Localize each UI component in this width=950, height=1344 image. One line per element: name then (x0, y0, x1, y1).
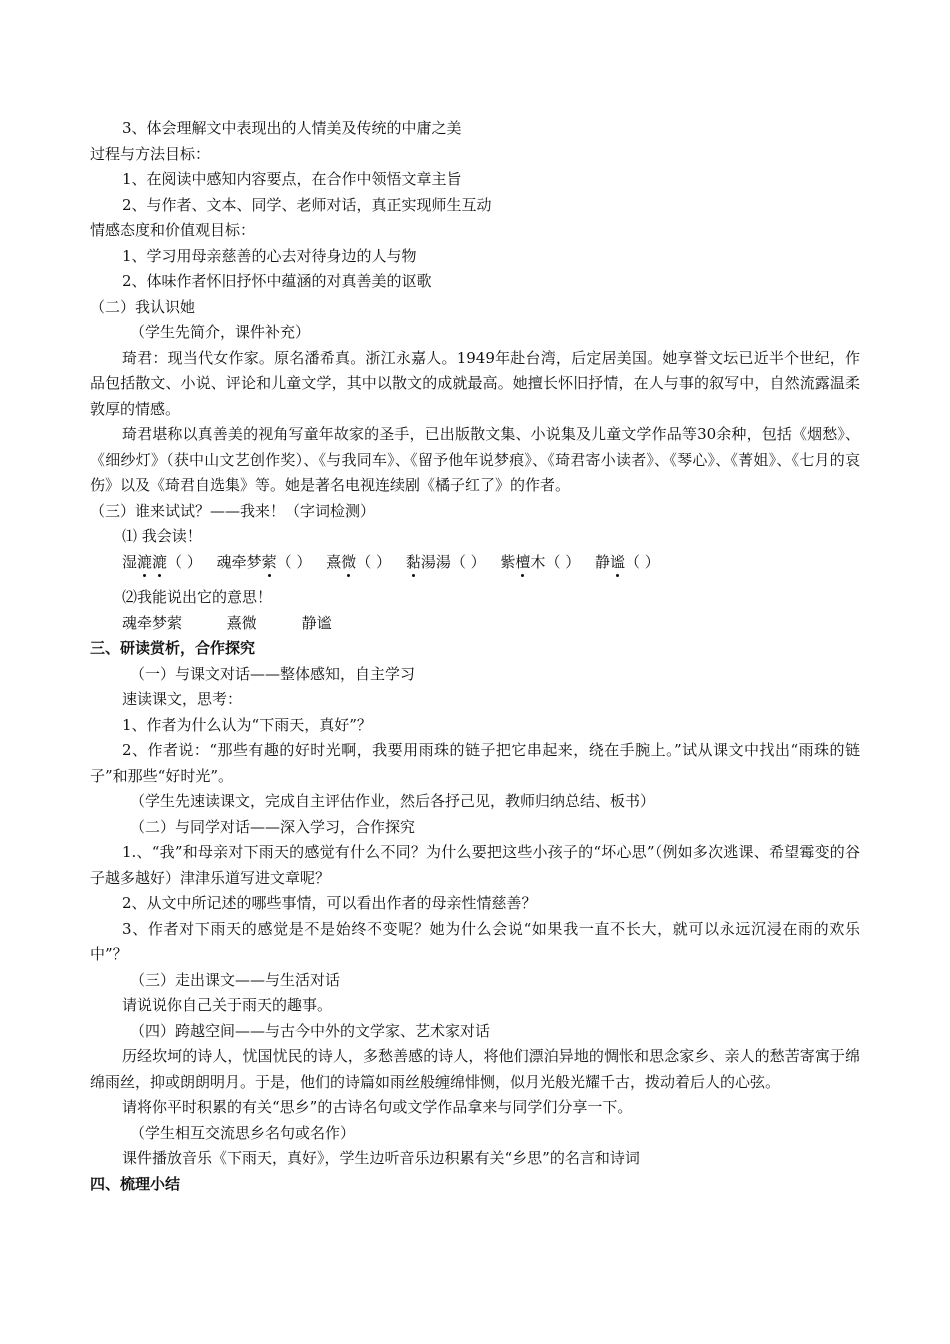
word-item: 熹微（ ） (326, 550, 391, 576)
life-prompt: 请说说你自己关于雨天的趣事。 (122, 996, 333, 1014)
word-item: 湿漉漉（ ） (122, 550, 202, 576)
question-1: 1、作者为什么认为“下雨天，真好”？ (122, 715, 372, 734)
section-word-test: （三）谁来试试？——我来！（字词检测） (90, 501, 376, 520)
peer-question-2: 2、从文中所记述的哪些事情，可以看出作者的母亲性情慈善？ (122, 894, 537, 912)
word-item: 紫檀木（ ） (500, 550, 580, 576)
peer-question-3: 3、作者对下雨天的感觉是不是始终不变呢？她为什么会说“如果我一直不长大，就可以永远沉浸在雨的欢乐中”？ (90, 919, 860, 963)
subsection-cross-space: （四）跨越空间——与古今中外的文学家、艺术家对话 (130, 1021, 491, 1040)
objective-3: 3、体会理解文中表现出的人情美及传统的中庸之美 (122, 119, 462, 137)
subsection-peer-dialogue: （二）与同学对话——深入学习，合作探究 (130, 817, 416, 836)
section-3-heading: 三、研读赏析，合作探究 (90, 639, 256, 657)
subsection-life-dialogue: （三）走出课文——与生活对话 (130, 970, 341, 989)
poets-paragraph: 历经坎坷的诗人，忧国忧民的诗人，多愁善感的诗人，将他们漂泊异地的惆怅和思念家乡、亲人的愁苦寄寓于绵绵雨丝，抑或朗朗明月。于是，他们的诗篇如雨丝般缠绵悱恻，似月光般光耀千古，拨动着后人的心弦。 (90, 1047, 860, 1091)
process-objective-1: 1、在阅读中感知内容要点，在合作中领悟文章主旨 (122, 170, 462, 188)
subsection-text-dialogue: （一）与课文对话——整体感知，自主学习 (130, 664, 416, 683)
attitude-heading: 情感态度和价值观目标： (90, 221, 256, 239)
meaning-word: 静谧 (301, 613, 332, 632)
meaning-words-row (90, 611, 860, 637)
read-heading: ⑴ 我会读！ (122, 527, 202, 545)
process-method-heading: 过程与方法目标： (90, 144, 211, 163)
word-item: 黏湯湯（ ） (406, 550, 486, 576)
music-note: 课件播放音乐《下雨天，真好》，学生边听音乐边积累有关“乡思”的名言和诗词 (122, 1149, 640, 1167)
word-item: 静谧（ ） (595, 550, 660, 576)
speed-read-instruction: 速读课文，思考： (122, 690, 243, 708)
intro-note: （学生先简介，课件补充） (130, 323, 311, 341)
attitude-objective-2: 2、体味作者怀旧抒怀中蕴涵的对真善美的讴歌 (122, 272, 432, 290)
student-note: （学生先速读课文，完成自主评估作业，然后各抒己见，教师归纳总结、板书） (130, 792, 656, 810)
question-2: 2、作者说：“那些有趣的好时光啊，我要用雨珠的链子把它串起来，绕在手腕上。”试从课文中找出“雨珠的链子”和那些“好时光”。 (90, 741, 860, 785)
attitude-objective-1: 1、学习用母亲慈善的心去对待身边的人与物 (122, 246, 417, 265)
author-intro-paragraph: 琦君：现当代女作家。原名潘希真。浙江永嘉人。1949年赴台湾，后定居美国。她享誉文坛已近半个世纪，作品包括散文、小说、评论和儿童文学，其中以散文的成就最高。她擅长怀旧抒情，在人与事的叙写中，自然流露温柔敦厚的情感。 (90, 348, 860, 418)
author-works-paragraph: 琦君堪称以真善美的视角写童年故家的圣手，已出版散文集、小说集及儿童文学作品等30余种，包括《烟愁》、《细纱灯》（获中山文艺创作奖）、《与我同车》、《留予他年说梦痕》、《琦君寄小读者》、《琴心》、《菁姐》、《七月的哀伤》以及《琦君自选集》等。她是著名电视连续剧《橘子红了》的作者。 (90, 425, 860, 494)
meaning-word: 魂牵梦萦 (122, 613, 183, 632)
exchange-note: （学生相互交流思乡名句或名作） (130, 1123, 356, 1142)
meaning-heading: ⑵我能说出它的意思！ (122, 588, 273, 606)
document-body (90, 116, 860, 1197)
process-objective-2: 2、与作者、文本、同学、老师对话，真正实现师生互动 (122, 195, 492, 214)
read-words-row (90, 550, 860, 576)
word-item: 魂牵梦萦（ ） (217, 550, 312, 576)
share-prompt: 请将你平时积累的有关“思乡”的古诗名句或文学作品拿来与同学们分享一下。 (122, 1098, 633, 1116)
peer-question-1: 1.、“我”和母亲对下雨天的感觉有什么不同？为什么要把这些小孩子的“坏心思”（例如多次逃课、希望霉变的谷子越多越好）津津乐道写进文章呢？ (90, 843, 860, 887)
section-4-heading: 四、梳理小结 (90, 1174, 181, 1193)
section-know-her: （二）我认识她 (90, 297, 196, 316)
meaning-word: 熹微 (226, 613, 257, 632)
